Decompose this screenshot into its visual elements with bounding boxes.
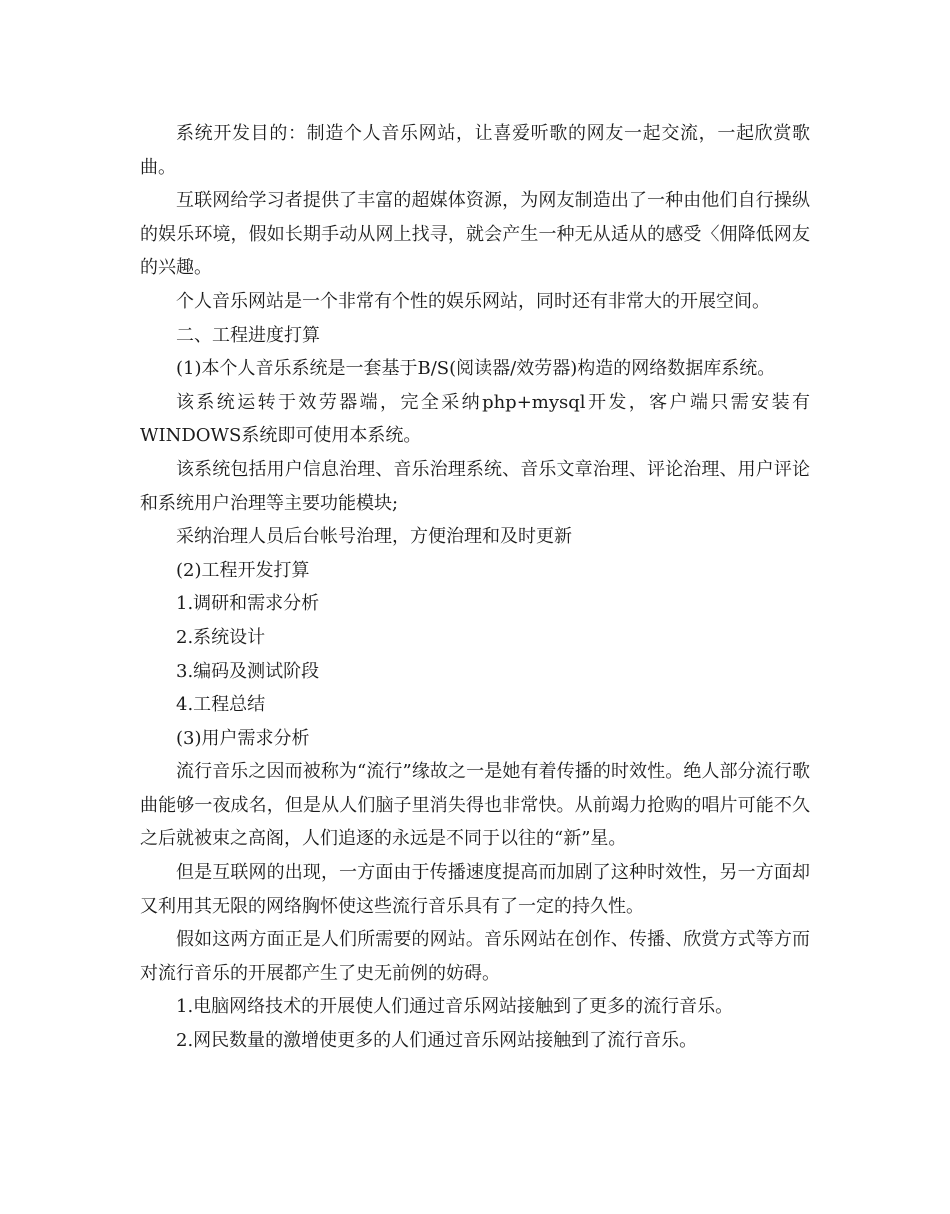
paragraph-system-intro: (1)本个人音乐系统是一套基于B/S(阅读器/效劳器)构造的网络数据库系统。 xyxy=(176,358,776,380)
paragraph-internet-resources: 互联网给学习者提供了丰富的超媒体资源，为网友制造出了一种由他们自行操纵的娱乐环境，假如长期手动从网上找寻，就会产生一种无从适从的感受〈佣降低网友的兴趣。 xyxy=(140,190,810,279)
subheading-dev-plan: (2)工程开发打算 xyxy=(176,559,310,581)
paragraph-admin-accounts: 采纳治理人员后台帐号治理，方便治理和及时更新 xyxy=(176,526,572,548)
paragraph-purpose: 系统开发目的：制造个人音乐网站，让喜爱听歌的网友一起交流，一起欣赏歌曲。 xyxy=(140,123,810,178)
paragraph-internet-impact: 但是互联网的出现，一方面由于传播速度提高而加剧了这种时效性，另一方面却又利用其无限的网络胸怀使这些流行音乐具有了一定的持久性。 xyxy=(140,862,810,917)
document-body xyxy=(140,117,810,1058)
list-item-network-tech: 1.电脑网络技术的开展使人们通过音乐网站接触到了更多的流行音乐。 xyxy=(176,996,734,1018)
paragraph-music-sites: 假如这两方面正是人们所需要的网站。音乐网站在创作、传播、欣赏方式等方而对流行音乐的开展都产生了史无前例的妨碍。 xyxy=(140,929,810,984)
list-item-netizens: 2.网民数量的激增使更多的人们通过音乐网站接触到了流行音乐。 xyxy=(176,1030,698,1052)
subheading-user-needs: (3)用户需求分析 xyxy=(176,727,310,749)
paragraph-pop-music: 流行音乐之因而被称为“流行”缘故之一是她有着传播的时效性。绝人部分流行歌曲能够一夜成名，但是从人们脑子里消失得也非常快。从前竭力抢购的唱片可能不久之后就被束之高阁，人们追逐的永远是不同于以往的“新”星。 xyxy=(140,761,810,850)
paragraph-system-runtime: 该系统运转于效劳器端，完全采纳php+mysql开发，客户端只需安装有WINDOWS系统即可使用本系统。 xyxy=(140,391,810,447)
list-item-research: 1.调研和需求分析 xyxy=(176,593,320,615)
paragraph-personal-site: 个人音乐网站是一个非常有个性的娱乐网站，同时还有非常大的开展空间。 xyxy=(176,290,770,312)
section-heading-schedule: 二、工程进度打算 xyxy=(176,324,320,346)
list-item-coding: 3.编码及测试阶段 xyxy=(176,660,320,682)
list-item-design: 2.系统设计 xyxy=(176,626,266,648)
list-item-summary: 4.工程总结 xyxy=(176,694,266,716)
paragraph-system-modules: 该系统包括用户信息治理、音乐治理系统、音乐文章治理、评论治理、用户评论和系统用户治理等主要功能模块; xyxy=(140,458,810,514)
